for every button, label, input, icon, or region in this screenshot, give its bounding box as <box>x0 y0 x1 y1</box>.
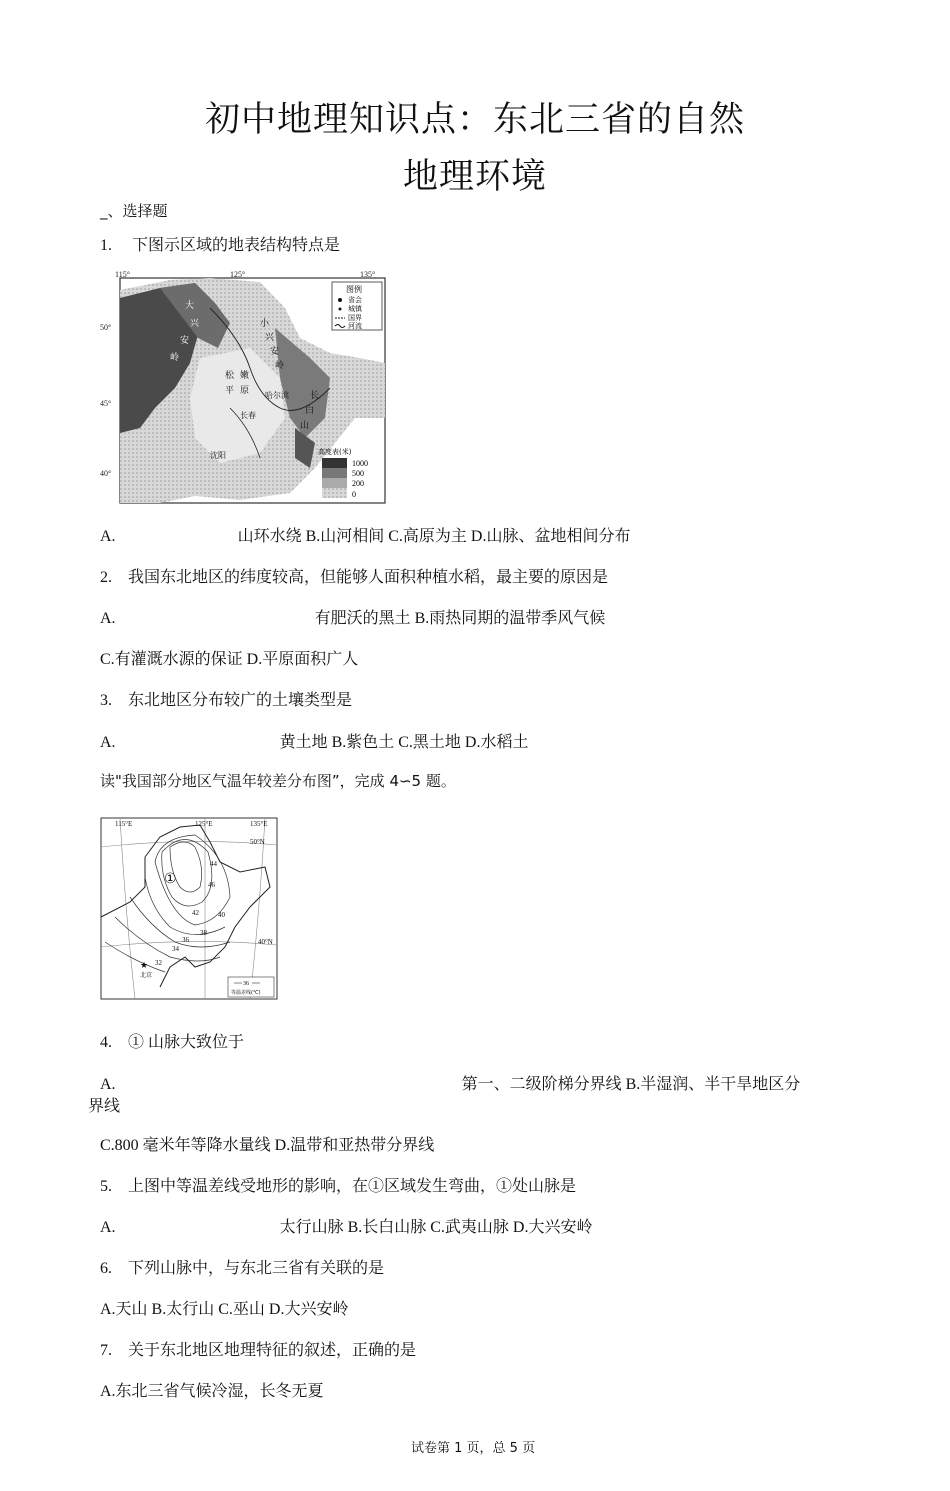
contour-label: 32 <box>155 959 162 967</box>
contour-label: 46 <box>208 881 215 889</box>
map1-legend <box>332 282 382 330</box>
map1-legend-item: 城镇 <box>348 305 362 313</box>
contour-label: 34 <box>172 945 179 953</box>
map1-place-label: 兴 <box>190 319 200 329</box>
elevation-scale-title: 高度表(米) <box>318 448 352 456</box>
mountain-marker-1: ① <box>164 871 177 887</box>
option-text: 太行山脉 B.长白山脉 C.武夷山脉 D.大兴安岭 <box>279 1219 593 1236</box>
temperature-range-map <box>100 817 278 1000</box>
map2-lat-label: 40°N <box>258 938 273 946</box>
question-4-options-wrap: 界线 <box>88 1098 121 1115</box>
elevation-value: 500 <box>352 469 364 478</box>
question-6-options: A.天山 B.太行山 C.巫山 D.大兴安岭 <box>100 1301 349 1318</box>
option-text: 有肥沃的黑土 B.雨热同期的温带季风气候 <box>314 610 606 627</box>
elevation-value: 200 <box>352 479 364 488</box>
legend-contour-text: 等温差线(℃) <box>231 990 261 996</box>
question-3-stem: 3. 东北地区分布较广的土壤类型是 <box>100 692 353 709</box>
beijing-star-icon: ★ <box>140 961 149 971</box>
map1-legend-title: 图例 <box>346 285 362 294</box>
map1-city-label: 长春 <box>240 411 256 420</box>
map2-lon-label: 125°E <box>195 820 213 828</box>
legend-contour-value: 36 <box>243 981 249 987</box>
question-5-options <box>100 1214 592 1237</box>
contour-label: 38 <box>200 929 207 937</box>
question-1-stem: 1. 下图示区域的地表结构特点是 <box>100 237 341 254</box>
question-5-stem: 5. 上图中等温差线受地形的影响，在①区域发生弯曲，①处山脉是 <box>100 1178 577 1195</box>
map1-city-label: 哈尔滨 <box>265 391 289 400</box>
page-title-line1: 初中地理知识点：东北三省的自然 <box>204 100 745 140</box>
map1-city-label: 沈阳 <box>210 451 226 460</box>
contour-label: 44 <box>210 860 217 868</box>
contour-label: 40 <box>218 911 225 919</box>
map1-lon-label: 115° <box>115 270 130 279</box>
option-label: A. <box>100 734 116 751</box>
town-symbol-icon <box>339 308 342 311</box>
option-label: A. <box>100 528 116 545</box>
map1-place-label: 安 <box>270 347 280 357</box>
map1-place-label: 平 <box>225 386 235 396</box>
question-4-options <box>100 1071 800 1094</box>
map1-place-label: 大 <box>185 301 195 311</box>
question-7-option-a: A.东北三省气候冷湿，长冬无夏 <box>100 1383 324 1400</box>
question-2-stem: 2. 我国东北地区的纬度较高，但能够人面积种植水稻，最主要的原因是 <box>100 569 609 586</box>
option-text: 山环水绕 B.山河相间 C.高原为主 D.山脉、盆地相间分布 <box>237 528 631 545</box>
map2-lon-label: 135°E <box>250 820 268 828</box>
option-label: A. <box>100 1076 116 1093</box>
page-title-line2: 地理环境 <box>402 157 547 197</box>
map1-lon-label: 135° <box>360 270 376 279</box>
map1-place-label: 长 <box>310 391 320 401</box>
map1-place-label: 安 <box>180 336 190 346</box>
map1-place-label: 山 <box>300 421 310 431</box>
map1-place-label: 原 <box>240 386 250 396</box>
map1-place-label: 兴 <box>265 333 275 343</box>
map1-lon-label: 125° <box>230 270 246 279</box>
option-text: 第一、二级阶梯分界线 B.半湿润、半干旱地区分 <box>461 1076 801 1093</box>
northeast-terrain-map <box>100 268 390 506</box>
map2-lat-label: 50°N <box>250 838 265 846</box>
map1-place-label: 松 <box>225 371 235 381</box>
page-footer: 试卷第 1 页，总 5 页 <box>411 1441 536 1456</box>
map1-place-label: 岭 <box>275 361 285 371</box>
option-text: 黄土地 B.紫色土 C.黑土地 D.水稻土 <box>279 734 529 751</box>
map1-legend-item: 国界 <box>348 314 362 322</box>
question-4-stem: 4. ① 山脉大致位于 <box>100 1034 245 1051</box>
map1-place-label: 小 <box>260 319 270 329</box>
question-1-options <box>100 523 630 546</box>
question-2-options-line2: C.有灌溉水源的保证 D.平原面积广人 <box>100 651 359 668</box>
map2-legend <box>228 977 274 997</box>
question-2-options <box>100 605 605 628</box>
map1-place-label: 嫩 <box>240 371 250 381</box>
option-label: A. <box>100 610 116 627</box>
reading-instruction: 读"我国部分地区气温年较差分布图”，完成 4∽5 题。 <box>100 772 456 790</box>
contour-label: 42 <box>192 909 199 917</box>
map1-legend-item: 河流 <box>348 322 362 330</box>
map1-place-label: 岭 <box>170 353 180 363</box>
map1-lat-label: 40° <box>100 469 112 478</box>
map1-lat-label: 50° <box>100 323 112 332</box>
map1-place-label: 白 <box>305 406 315 416</box>
question-7-stem: 7. 关于东北地区地理特征的叙述，正确的是 <box>100 1342 417 1359</box>
contour-label: 36 <box>182 936 189 944</box>
section-heading: _、选择题 <box>100 202 168 220</box>
option-label: A. <box>100 1219 116 1236</box>
question-3-options <box>100 729 528 752</box>
map1-legend-item: 省会 <box>348 296 362 304</box>
question-4-options-line2: C.800 毫米年等降水量线 D.温带和亚热带分界线 <box>100 1137 435 1154</box>
map1-lat-label: 45° <box>100 399 112 408</box>
map2-lon-label: 115°E <box>115 820 133 828</box>
elevation-value: 1000 <box>352 459 368 468</box>
city-label-beijing: 北京 <box>140 972 153 979</box>
elevation-value: 0 <box>352 490 356 499</box>
capital-symbol-icon <box>338 298 342 302</box>
question-6-stem: 6. 下列山脉中，与东北三省有关联的是 <box>100 1260 385 1277</box>
